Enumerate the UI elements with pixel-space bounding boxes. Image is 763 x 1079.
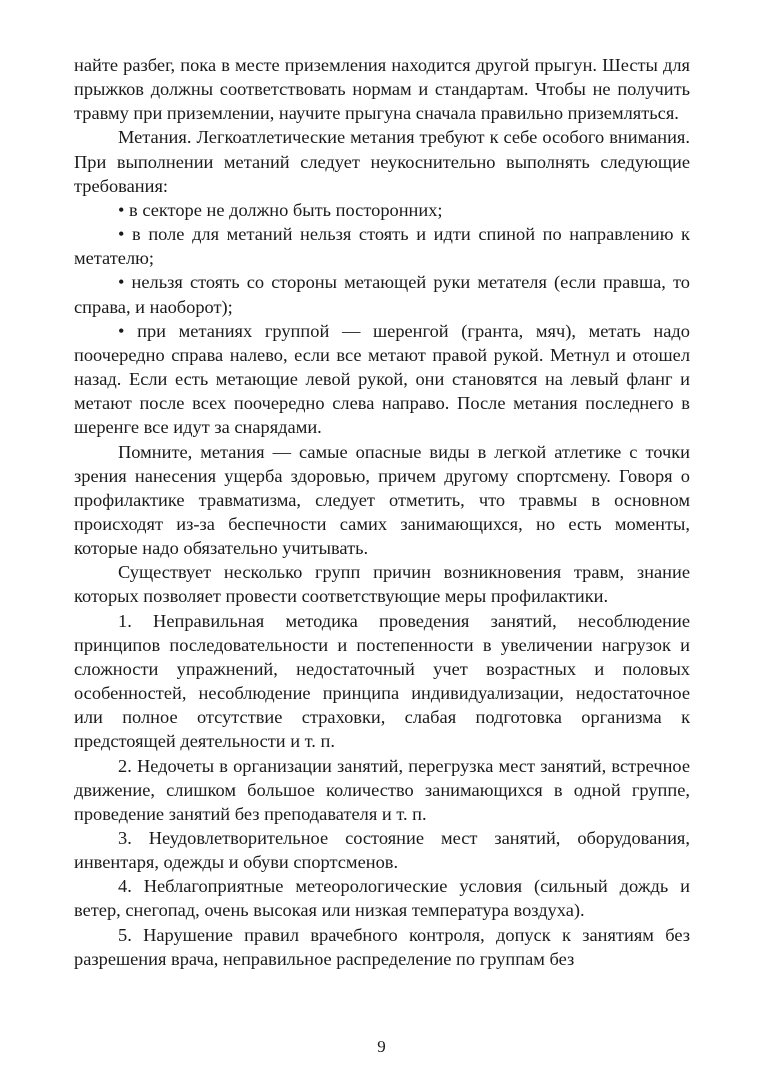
numbered-item: 3. Неудовлетворительное состояние мест занятий, оборудования, инвентаря, одежды и обуви спортсменов. [74, 828, 690, 873]
list-item: • нельзя стоять со стороны метающей руки метателя (если правша, то справа, и наоборот); [74, 272, 690, 317]
paragraph-causes-intro: Существует несколько групп причин возникновения травм, знание которых позволяет провести соответствующие меры профилактики. [74, 562, 690, 607]
numbered-item: 2. Недочеты в организации занятий, перегрузка мест занятий, встречное движение, слишком большое количество занимающихся в одной группе, проведение занятий без преподавателя и т. п. [74, 755, 690, 824]
numbered-item: 5. Нарушение правил врачебного контроля, допуск к занятиям без разрешения врача, неправильное распределение по группам без [74, 924, 690, 969]
paragraph-continuation: найте разбег, пока в месте приземления находится другой прыгун. Шесты для прыжков должны соответствовать нормам и стандартам. Чтобы не получить травму при приземлении, научите прыгуна сначала правильно приземляться. [74, 55, 690, 124]
list-item: • при метаниях группой — шеренгой (гранта, мяч), метать надо поочередно справа налево, если все метают правой рукой. Метнул и отошел назад. Если есть метающие левой рукой, они становятся на левый фланг и метают после всех поочередно слева направо. После метания последнего в шеренге все идут за снарядами. [74, 320, 690, 438]
numbered-item: 1. Неправильная методика проведения занятий, несоблюдение принципов последовательности и постепенности в увеличении нагрузок и сложности упражнений, недостаточный учет возрастных и половых особенностей, несоблюдение принципа индивидуализации, недостаточное или полное отсутствие страховки, слабая подготовка организма к предстоящей деятельности и т. п. [74, 610, 690, 752]
paragraph-remember: Помните, метания — самые опасные виды в легкой атлетике с точки зрения нанесения ущерба здоровью, причем другому спортсмену. Говоря о профилактике травматизма, следует отметить, что травмы в основном происходят из-за беспечности самих занимающихся, но есть моменты, которые надо обязательно учитывать. [74, 441, 690, 559]
page-number: 9 [377, 1037, 386, 1056]
paragraph-throwing-intro: Метания. Легкоатлетические метания требуют к себе особого внимания. При выполнении метаний следует неукоснительно выполнять следующие требования: [74, 127, 690, 196]
list-item: • в секторе не должно быть посторонних; [118, 199, 443, 220]
list-item: • в поле для метаний нельзя стоять и идти спиной по направлению к метателю; [74, 224, 690, 269]
page-body [74, 53, 690, 971]
numbered-item: 4. Неблагоприятные метеорологические условия (сильный дождь и ветер, снегопад, очень высокая или низкая температура воздуха). [74, 876, 690, 921]
